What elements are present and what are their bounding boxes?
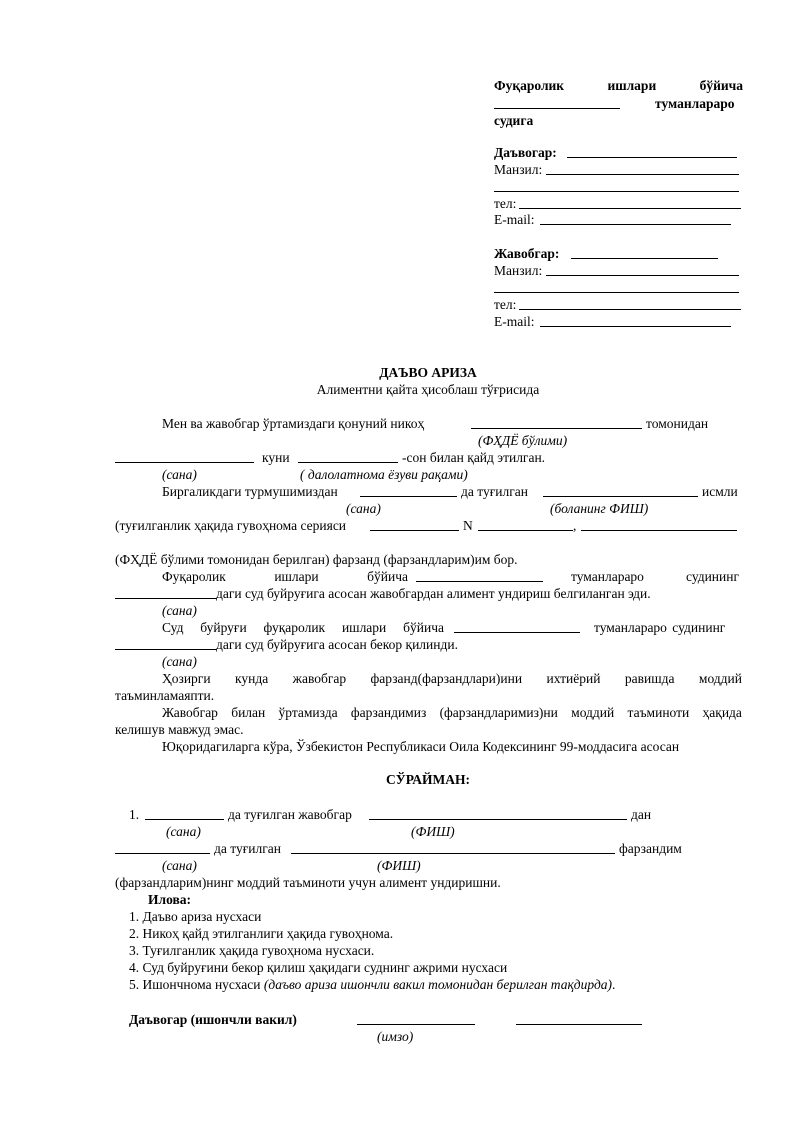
signature-label: Даъвогар (ишончли вакил)	[129, 1012, 297, 1027]
plaintiff-name-field[interactable]	[567, 157, 737, 158]
plaintiff-address-field-2[interactable]	[494, 191, 739, 192]
plaintiff-phone-label: тел:	[494, 196, 517, 211]
marriage-date-field[interactable]	[115, 462, 254, 463]
attachment-item-5	[129, 976, 615, 993]
signature-name-field[interactable]	[516, 1024, 642, 1025]
p3-comma: ,	[573, 518, 577, 533]
defendant-label: Жавобгар:	[494, 246, 560, 261]
attachment-item-5-period: .	[612, 977, 616, 992]
court-field-2[interactable]	[454, 632, 580, 633]
defendant-phone-field[interactable]	[519, 309, 741, 310]
p1-start: Мен ва жавобгар ўртамиздаги қонуний никоҳ	[162, 416, 425, 431]
plaintiff-email-field[interactable]	[540, 224, 731, 225]
defendant-phone-label: тел:	[494, 297, 517, 312]
p8-words: Жавобгар билан ўртамизда фарзандимиз (фарзандларимиз)ни моддий таъминоти ҳақида	[162, 705, 742, 720]
court-line-3: судига	[494, 113, 534, 128]
p5b: даги суд буйруғига асосан жавобгардан алимент ундириш белгиланган эди.	[216, 586, 651, 601]
note-sana-1: (сана)	[162, 467, 197, 482]
certificate-number-field[interactable]	[478, 530, 573, 531]
p2-start: Биргаликдаги турмушимиздан	[162, 484, 338, 499]
p4: (ФҲДЁ бўлими томонидан берилган) фарзанд (фарзандларим)им бор.	[115, 552, 518, 567]
document-subtitle: Алиментни қайта ҳисоблаш тўғрисида	[316, 382, 540, 397]
request-note-fish-1: (ФИШ)	[411, 824, 455, 839]
child-birthdate-field[interactable]	[360, 496, 457, 497]
plaintiff-address-label: Манзил:	[494, 162, 543, 177]
signature-field[interactable]	[357, 1024, 475, 1025]
note-sana-3: (сана)	[162, 603, 197, 618]
request-note-fish-2: (ФИШ)	[377, 858, 421, 873]
child-name-field[interactable]	[543, 496, 698, 497]
p5-last: судининг	[686, 569, 740, 584]
p8b: келишув мавжуд эмас.	[115, 722, 244, 737]
child-birthdate-field-2[interactable]	[115, 853, 210, 854]
attachment-item-2: 2. Никоҳ қайд этилганлиги ҳақида гувоҳнома.	[129, 926, 394, 941]
attachment-item-3: 3. Туғилганлик ҳақида гувоҳнома нусхаси.	[129, 943, 375, 958]
defendant-address-field[interactable]	[546, 275, 739, 276]
p6-words: Суд буйруғи фуқаролик ишлари бўйича	[162, 620, 444, 635]
p9: Юқоридагиларга кўра, Ўзбекистон Республикаси Оила Кодексининг 99-моддасига асосан	[162, 739, 680, 754]
certificate-series-field[interactable]	[370, 530, 459, 531]
request-item-end: дан	[631, 807, 652, 822]
court-line-2: туманлараро	[655, 96, 735, 111]
defendant-address-field-2[interactable]	[494, 292, 739, 293]
defendant-email-label: E-mail:	[494, 314, 535, 329]
request-line2-end: фарзандим	[619, 841, 682, 856]
signature-note: (имзо)	[377, 1029, 414, 1044]
note-child: (боланинг ФИШ)	[550, 501, 649, 516]
p1-end: томонидан	[646, 416, 709, 431]
attachment-item-1: 1. Даъво ариза нусхаси	[129, 909, 262, 924]
plaintiff-address-field[interactable]	[546, 174, 739, 175]
p6b: даги суд буйруғига асосан бекор қилинди.	[216, 637, 458, 652]
plaintiff-phone-field[interactable]	[519, 208, 741, 209]
defendant-fullname-field[interactable]	[369, 819, 627, 820]
defendant-name-field[interactable]	[571, 258, 718, 259]
p6-end: туманлараро судининг	[594, 620, 726, 635]
request-note-sana-2: (сана)	[162, 858, 197, 873]
p2-end: исмли	[702, 484, 738, 499]
record-number-field[interactable]	[298, 462, 398, 463]
p5-end: туманлараро	[571, 569, 644, 584]
attachments-heading: Илова:	[148, 892, 192, 907]
defendant-email-field[interactable]	[540, 326, 731, 327]
p1b-rest: -сон билан қайд этилган.	[402, 450, 546, 465]
p7b: таъминламаяпти.	[115, 688, 215, 703]
request-line2-mid: да туғилган	[214, 841, 281, 856]
p1b-kuni: куни	[262, 450, 290, 465]
request-item-mid: да туғилган жавобгар	[228, 807, 352, 822]
attachment-item-5-note: (даъво ариза ишончли вакил томонидан берилган тақдирда)	[263, 977, 613, 992]
p7-words: Ҳозирги кунда жавобгар фарзанд(фарзандлари)ини ихтиёрий равишда моддий	[162, 671, 742, 686]
court-field-1[interactable]	[416, 581, 543, 582]
certificate-date-field[interactable]	[581, 530, 737, 531]
p3: (туғилганлик ҳақида гувоҳнома серияси	[115, 518, 347, 533]
order-date-field-1[interactable]	[115, 598, 216, 599]
registry-office-field[interactable]	[471, 428, 642, 429]
note-fhde: (ФҲДЁ бўлими)	[478, 433, 568, 448]
attachment-item-4: 4. Суд буйруғини бекор қилиш ҳақидаги суднинг ажрими нусхаси	[129, 960, 508, 975]
p3-n: N	[463, 518, 473, 533]
plaintiff-label: Даъвогар:	[494, 145, 557, 160]
attachment-item-5-text: 5. Ишончнома нусхаси	[129, 977, 261, 992]
order-date-field-2[interactable]	[115, 649, 216, 650]
note-sana-2: (сана)	[346, 501, 381, 516]
defendant-birthdate-field[interactable]	[145, 819, 224, 820]
request-note-sana-1: (сана)	[166, 824, 201, 839]
child-fullname-field-2[interactable]	[291, 853, 615, 854]
defendant-address-label: Манзил:	[494, 263, 543, 278]
request-line3: (фарзандларим)нинг моддий таъминоти учун алимент ундиришни.	[115, 875, 501, 890]
document-title: ДАЪВО АРИЗА	[379, 365, 477, 380]
court-line-1: Фуқаролик ишлари бўйича	[494, 78, 743, 93]
p5-words: Фуқаролик ишлари бўйича	[162, 569, 408, 584]
request-item-number: 1.	[129, 807, 140, 822]
plaintiff-email-label: E-mail:	[494, 212, 535, 227]
note-sana-4: (сана)	[162, 654, 197, 669]
request-heading: СЎРАЙМАН:	[386, 772, 470, 787]
p2-mid: да туғилган	[461, 484, 528, 499]
court-name-field[interactable]	[494, 108, 620, 109]
note-record: ( далолатнома ёзуви рақами)	[300, 467, 468, 482]
